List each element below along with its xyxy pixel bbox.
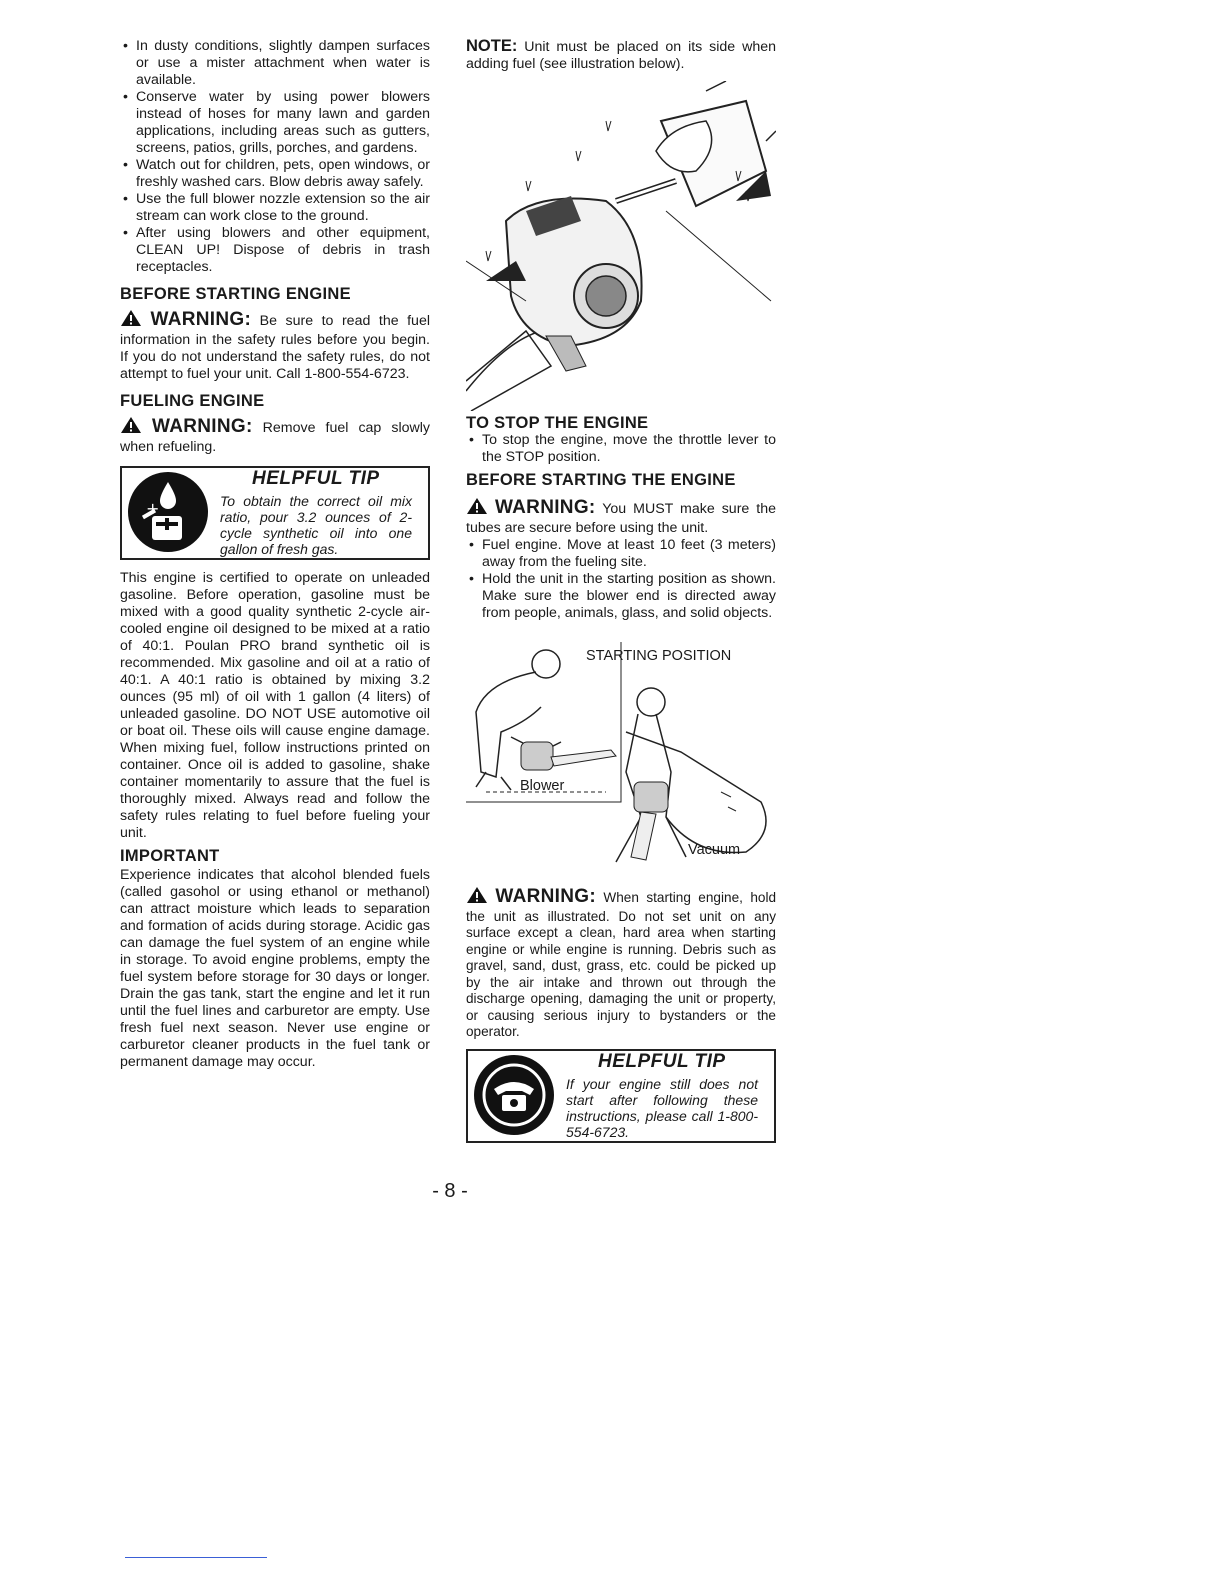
- list-item: • In dusty conditions, slightly dampen surfaces or use a mister attachment when water is available.: [120, 38, 430, 89]
- warning-text: Remove fuel cap slowly when refueling.: [120, 420, 430, 455]
- warning-text: Be sure to read the fuel information in the safety rules before you begin. If you do not understand the safety rules, do not attempt to fuel your unit. Call 1-800-554-6723.: [120, 313, 430, 382]
- heading-fueling-engine: FUELING ENGINE: [120, 392, 265, 410]
- warning-text: You MUST make sure the tubes are secure before using the unit.: [466, 501, 776, 536]
- list-item: • Fuel engine. Move at least 10 feet (3 meters) away from the fueling site.: [466, 537, 776, 571]
- warning-label: WARNING:: [152, 416, 253, 437]
- start-bullet-list: [466, 537, 776, 622]
- note: [466, 38, 776, 73]
- list-item: • Hold the unit in the starting position as shown. Make sure the blower end is directed away from people, animals, glass, and solid objects.: [466, 571, 776, 622]
- note-text: Unit must be placed on its side when adding fuel (see illustration below).: [466, 39, 776, 72]
- fuel-paragraph: This engine is certified to operate on unleaded gasoline. Before operation, gasoline must be mixed with a good quality synthetic 2-cycle air-cooled engine oil designed to be mixed at a ratio of 40:1. Poulan PRO brand synthetic oil is recommended. Mix gasoline and oil at a ratio of 40:1. A 40:1 ratio is obtained by mixing 3.2 ounces (95 ml) of oil with 1 gallon (4 liters) of unleaded gasoline. DO NOT USE automotive oil or boat oil. These oils will cause engine damage. When mixing fuel, follow instructions printed on container. Once oil is added to gasoline, shake container momentarily to assure that the fuel is thoroughly mixed. Always read and follow the safety rules relating to fuel before fueling your unit.: [120, 570, 430, 841]
- helpful-tip-call: [466, 1049, 776, 1143]
- heading-important: IMPORTANT: [120, 847, 220, 865]
- warning-fuel-info: [120, 309, 430, 383]
- warning-fuel-cap: [120, 416, 430, 456]
- list-item: • Watch out for children, pets, open windows, or freshly washed cars. Blow debris away safely.: [120, 157, 430, 191]
- svg-text:+: +: [146, 499, 160, 518]
- note-label: NOTE:: [466, 37, 518, 55]
- warning-label: WARNING:: [150, 309, 252, 330]
- warning-label: WARNING:: [494, 497, 596, 518]
- tip-title: HELPFUL TIP: [252, 468, 380, 489]
- telephone-icon: [474, 1055, 554, 1135]
- important-paragraph: Experience indicates that alcohol blended fuels (called gasohol or using ethanol or methanol) can attract moisture which leads to separation and formation of acids during storage. Acidic gas can damage the fuel system of an engine while in storage. To avoid engine problems, empty the fuel system before storage for 30 days or longer. Drain the gas tank, start the engine and let it run until the fuel lines and carburetor are empty. Use fresh fuel next season. Never use engine or carburetor cleaner products in the fuel tank or permanent damage may occur.: [120, 867, 430, 1070]
- list-item: • To stop the engine, move the throttle lever to the STOP position.: [466, 432, 776, 466]
- starting-position-figure: [466, 642, 776, 872]
- footer-divider: [125, 1557, 267, 1558]
- safety-bullet-list: [120, 38, 430, 276]
- warning-starting-engine: [466, 886, 776, 1041]
- warning-tubes-secure: [466, 497, 776, 537]
- fueling-illustration: [466, 81, 776, 411]
- warning-triangle-icon: [120, 309, 142, 332]
- tip-text: To obtain the correct oil mix ratio, pour 3.2 ounces of 2-cycle synthetic oil into one gallon of fresh gas.: [220, 493, 412, 557]
- stop-bullet-list: [466, 432, 776, 466]
- figure-title: STARTING POSITION: [586, 648, 732, 664]
- warning-triangle-icon: [120, 416, 142, 439]
- list-item: • Conserve water by using power blowers instead of hoses for many lawn and garden applications, including areas such as gutters, screens, patios, grills, porches, and gardens.: [120, 89, 430, 157]
- starting-position-graphic: [466, 642, 776, 872]
- heading-stop-engine: TO STOP THE ENGINE: [466, 414, 649, 432]
- page-number: - 8 -: [432, 1180, 468, 1202]
- left-column: [120, 38, 430, 1071]
- list-item: • After using blowers and other equipment, CLEAN UP! Dispose of debris in trash receptacles.: [120, 225, 430, 276]
- fuel-can-icon: [128, 472, 208, 552]
- vacuum-label: Vacuum: [688, 842, 741, 858]
- list-item: • Use the full blower nozzle extension so the air stream can work close to the ground.: [120, 191, 430, 225]
- heading-before-starting-engine: BEFORE STARTING ENGINE: [120, 285, 351, 303]
- warning-label: WARNING:: [495, 886, 596, 907]
- tip-title: HELPFUL TIP: [598, 1050, 726, 1072]
- helpful-tip-oil-mix: [120, 466, 430, 560]
- right-column: [466, 38, 776, 1153]
- tip-text: If your engine still does not start after following these instructions, please call 1-800-554-6723.: [566, 1075, 758, 1140]
- warning-triangle-icon: [466, 497, 488, 520]
- fueling-illustration-graphic: [466, 81, 776, 411]
- warning-triangle-icon: [466, 886, 488, 909]
- blower-label: Blower: [520, 778, 565, 794]
- heading-before-starting-the-engine: BEFORE STARTING THE ENGINE: [466, 471, 736, 489]
- warning-text: When starting engine, hold the unit as illustrated. Do not set unit on any surface except a clean, hard area when starting engine or while engine is running. Debris such as gravel, sand, dust, grass, etc. could be picked up by the air intake and thrown out through the discharge opening, damaging the unit or property, or causing serious injury to bystanders or the operator.: [466, 890, 777, 1039]
